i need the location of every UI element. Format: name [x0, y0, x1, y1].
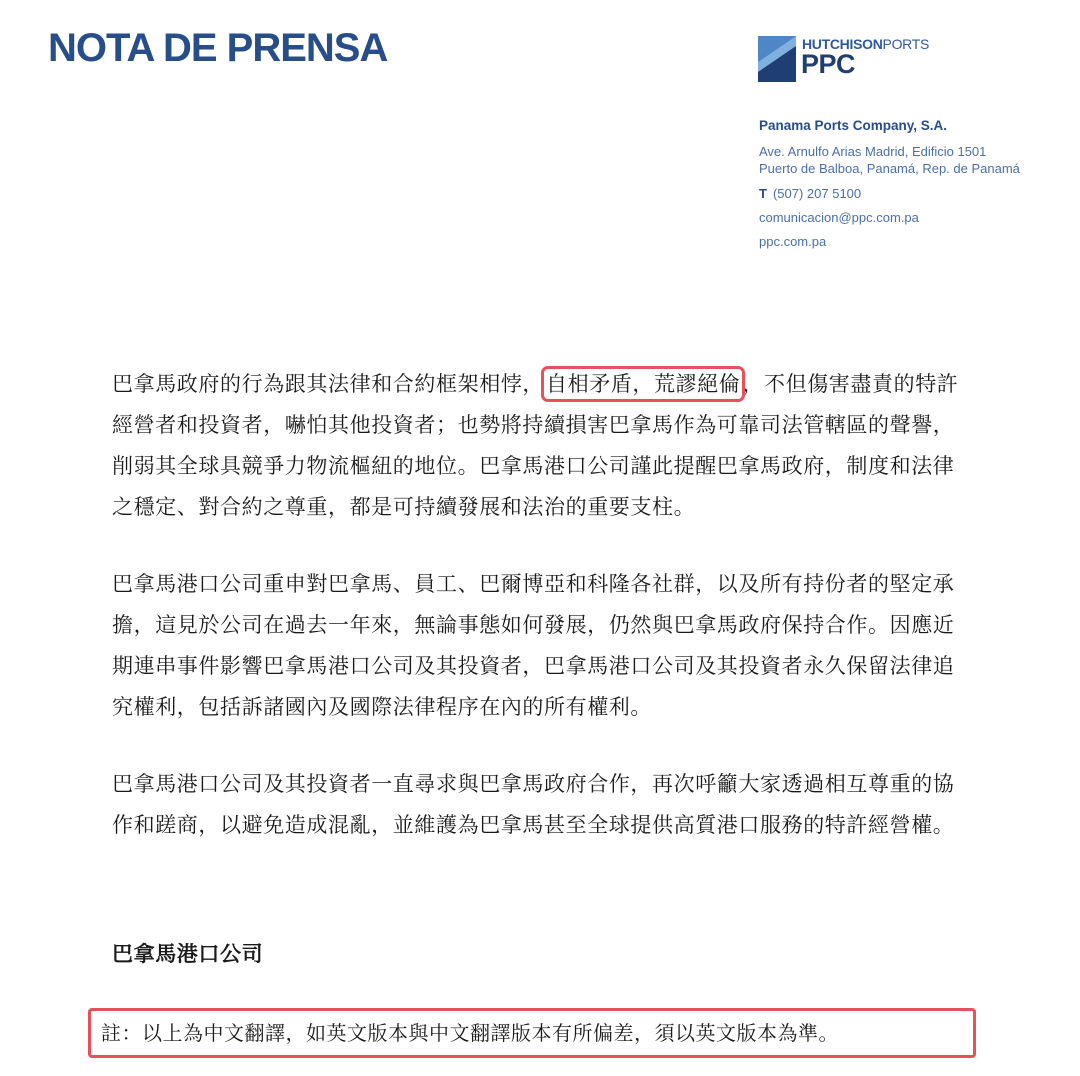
- press-release-body: [112, 364, 972, 882]
- company-address: [759, 143, 1059, 177]
- logo-text-ppc: PPC: [801, 49, 856, 79]
- company-phone: [759, 186, 1059, 201]
- company-website[interactable]: ppc.com.pa: [759, 234, 827, 249]
- paragraph-2: 巴拿馬港口公司重申對巴拿馬、員工、巴爾博亞和科隆各社群，以及所有持份者的堅定承擔，這見於公司在過去一年來，無論事態如何發展，仍然與巴拿馬政府保持合作。因應近期連串事件影響巴拿馬港口公司及其投資者，巴拿馬港口公司及其投資者永久保留法律追究權利，包括訴諸國內及國際法律程序在內的所有權利。: [112, 572, 955, 719]
- address-line-1: Ave. Arnulfo Arias Madrid, Edificio 1501: [759, 144, 987, 159]
- company-name: Panama Ports Company, S.A.: [759, 118, 948, 133]
- paragraph-1-intro: 巴拿馬政府的行為跟其法律和合約框架相悖，: [112, 372, 544, 396]
- company-email[interactable]: comunicacion@ppc.com.pa: [759, 210, 919, 225]
- company-contact-block: [759, 118, 1059, 249]
- phone-number: (507) 207 5100: [772, 186, 862, 201]
- paragraph-1: [112, 364, 972, 528]
- hutchison-ports-ppc-logo: [758, 36, 958, 84]
- press-release-title: NOTA DE PRENSA: [48, 26, 388, 70]
- logo-text-hutchison-ports: HUTCHISONPORTS: [802, 36, 930, 52]
- address-line-2: Puerto de Balboa, Panamá, Rep. de Panamá: [759, 161, 1020, 176]
- highlighted-phrase: 自相矛盾，荒謬絕倫: [544, 369, 742, 399]
- paragraph-3: 巴拿馬港口公司及其投資者一直尋求與巴拿馬政府合作，再次呼籲大家透過相互尊重的協作和蹉商，以避免造成混亂，並維護為巴拿馬甚至全球提供高質港口服務的特許經營權。: [112, 772, 955, 837]
- translation-note-highlighted: 註：以上為中文翻譯，如英文版本與中文翻譯版本有所偏差，須以英文版本為準。: [88, 1008, 976, 1058]
- signature: 巴拿馬港口公司: [112, 942, 264, 966]
- paragraph-1-rest: ，不但傷害盡責的特許經營者和投資者，嚇怕其他投資者；也勢將持續損害巴拿馬作為可靠司法管轄區的聲譽，削弱其全球具競爭力物流樞紐的地位。巴拿馬港口公司謹此提醒巴拿馬政府，制度和法律之穩定、對合約之尊重，都是可持續發展和法治的重要支柱。: [112, 372, 959, 519]
- ppc-logo-mark-icon: [758, 36, 796, 82]
- phone-label: T: [759, 186, 767, 201]
